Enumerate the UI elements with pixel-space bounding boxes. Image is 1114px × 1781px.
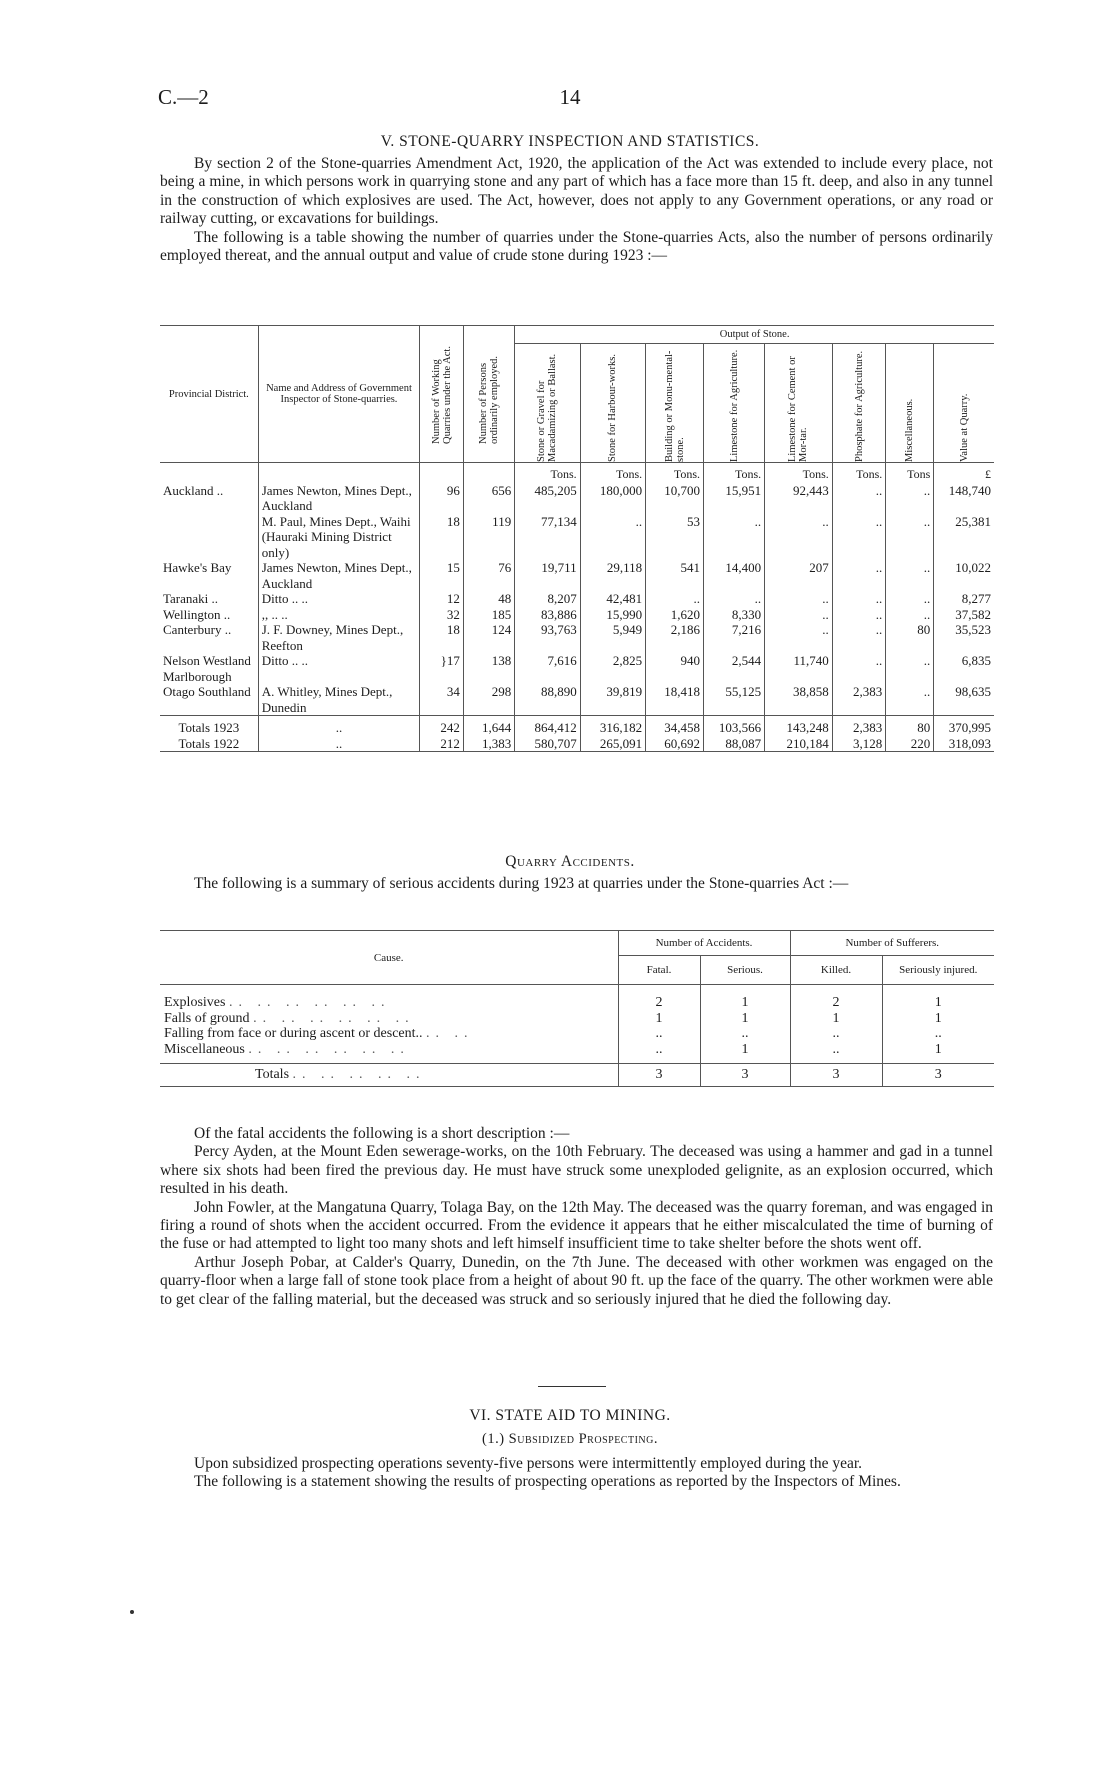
- cell-lime-agri: 14,400: [704, 560, 765, 591]
- section-divider: [538, 1386, 606, 1387]
- cell-quarries: 18: [420, 622, 464, 653]
- cell-serious: ..: [700, 1026, 790, 1042]
- cell-misc: ..: [886, 684, 934, 716]
- cell-persons: 298: [463, 684, 514, 716]
- cell-harbour: 42,481: [580, 591, 645, 607]
- cell-inspector: ,, .. ..: [258, 607, 420, 623]
- cell-lime-agri: ..: [704, 514, 765, 561]
- cell-persons: 1,644: [463, 716, 514, 736]
- cell-persons: 138: [463, 653, 514, 684]
- cell-cause: Falls of ground .. .. .. .. .. ..: [164, 1010, 415, 1026]
- cell-inspector: M. Paul, Mines Dept., Waihi (Hauraki Mining District only): [258, 514, 420, 561]
- cell-building: 18,418: [646, 684, 704, 716]
- section-6-title: VI. STATE AID TO MINING.: [469, 1407, 671, 1424]
- section-6-paragraph-1: Upon subsidized prospecting operations seventy-five persons were intermittently employed during the year.: [194, 1455, 863, 1472]
- cell-macadam: 864,412: [515, 716, 580, 736]
- cell-quarries: }17: [420, 653, 464, 684]
- col-serious: Serious.: [700, 956, 790, 985]
- section-5-intro: [160, 155, 993, 265]
- table-row: [160, 1011, 994, 1027]
- cell-value: 370,995: [934, 716, 994, 736]
- col-lime-cement: Limestone for Cement or Mor-tar.: [765, 344, 833, 463]
- cell-persons: 185: [463, 607, 514, 623]
- cell-misc: ..: [886, 483, 934, 514]
- cell-district: Hawke's Bay: [163, 560, 232, 575]
- cell-harbour: 316,182: [580, 716, 645, 736]
- cell-value: 25,381: [934, 514, 994, 561]
- cell-serious: 1: [700, 995, 790, 1011]
- cell-quarries: 34: [420, 684, 464, 716]
- cell-lime-agri: 15,951: [704, 483, 765, 514]
- cell-district: [160, 514, 258, 561]
- cell-value: 37,582: [934, 607, 994, 623]
- table-row: [160, 1042, 994, 1058]
- cell-building: ..: [646, 591, 704, 607]
- cell-phosphate: ..: [832, 591, 885, 607]
- cell-persons: 76: [463, 560, 514, 591]
- cell-total-label: Totals 1923: [160, 716, 258, 736]
- cell-macadam: 88,890: [515, 684, 580, 716]
- cell-district: Nelson Westland Marlborough: [163, 653, 251, 684]
- col-output-group: Output of Stone.: [515, 326, 994, 344]
- table-row: [160, 653, 994, 684]
- cell-cause: Miscellaneous .. .. .. .. .. ..: [164, 1041, 410, 1057]
- cell-lime-cement: 92,443: [765, 483, 833, 514]
- cell-inspector: Ditto .. ..: [258, 653, 420, 684]
- cell-lime-agri: 55,125: [704, 684, 765, 716]
- cell-value: 35,523: [934, 622, 994, 653]
- col-persons: Number of Persons ordinarily employed.: [463, 326, 514, 463]
- cell-macadam: 83,886: [515, 607, 580, 623]
- col-lime-agri: Limestone for Agriculture.: [704, 344, 765, 463]
- cell-lime-agri: 2,544: [704, 653, 765, 684]
- cell-value: 6,835: [934, 653, 994, 684]
- cell-harbour: 2,825: [580, 653, 645, 684]
- unit-label: Tons.: [832, 463, 885, 483]
- cell-total-label: Totals .. .. .. .. ..: [160, 1064, 618, 1087]
- accidents-intro: The following is a summary of serious accidents during 1923 at quarries under the Stone-quarries Act :—: [194, 875, 849, 892]
- cell-phosphate: ..: [832, 653, 885, 684]
- cell-persons: 48: [463, 591, 514, 607]
- cell-harbour: 15,990: [580, 607, 645, 623]
- cell-injured: 1: [882, 1042, 994, 1058]
- col-fatal: Fatal.: [618, 956, 700, 985]
- table-row: [160, 514, 994, 561]
- cell-macadam: 580,707: [515, 736, 580, 752]
- table-row: [160, 1026, 994, 1042]
- table-row: [160, 591, 994, 607]
- unit-label: Tons.: [646, 463, 704, 483]
- page-number: 14: [559, 85, 581, 109]
- cell-serious: 1: [700, 1042, 790, 1058]
- cell-district: Canterbury ..: [163, 622, 232, 637]
- col-killed: Killed.: [790, 956, 882, 985]
- cell-building: 34,458: [646, 716, 704, 736]
- cell-misc: 80: [886, 622, 934, 653]
- cell-persons: 124: [463, 622, 514, 653]
- cell-misc: ..: [886, 514, 934, 561]
- table-row: [160, 607, 994, 623]
- quarry-statistics-table: [160, 325, 994, 752]
- cell-harbour: 265,091: [580, 736, 645, 752]
- cell-district: Otago Southland: [163, 684, 251, 699]
- section-5-paragraph-1: By section 2 of the Stone-quarries Amendment Act, 1920, the application of the Act was extended to include every place, not being a mine, in which persons work in quarrying stone and any part of which has a face more than 15 ft. deep, and also in any tunnel in the construction of which explosives are used. The Act, however, does not apply to any Government operations, or any road or railway cutting, or excavations for buildings.: [160, 155, 993, 228]
- cell-phosphate: ..: [832, 560, 885, 591]
- cell-killed: 3: [790, 1064, 882, 1087]
- cell-macadam: 485,205: [515, 483, 580, 514]
- cell-phosphate: ..: [832, 514, 885, 561]
- cell-phosphate: 2,383: [832, 716, 885, 736]
- cell-lime-agri: 88,087: [704, 736, 765, 752]
- cell-lime-agri: 7,216: [704, 622, 765, 653]
- col-accidents-group: Number of Accidents.: [618, 931, 790, 956]
- cell-macadam: 77,134: [515, 514, 580, 561]
- cell-lime-agri: ..: [704, 591, 765, 607]
- cell-fatal: 2: [618, 995, 700, 1011]
- cell-injured: 1: [882, 1011, 994, 1027]
- accidents-intro-block: [160, 875, 993, 893]
- fatal-description-3: Arthur Joseph Pobar, at Calder's Quarry, Dunedin, on the 7th June. The deceased with other workmen was engaged on the quarry-floor when a large fall of stone took place from a height of about 90 ft. up the face of the quarry. The other workmen were able to get clear of the falling material, but the deceased was struck and so seriously injured that he died the following day.: [160, 1253, 993, 1308]
- cell-district: Auckland ..: [163, 482, 224, 498]
- section-6-subtitle: (1.) Subsidized Prospecting.: [482, 1431, 658, 1447]
- cell-quarries: 96: [420, 483, 464, 514]
- cell-value: 148,740: [934, 483, 994, 514]
- cell-misc: 80: [886, 716, 934, 736]
- cell-fatal: 3: [618, 1064, 700, 1087]
- unit-label: Tons.: [704, 463, 765, 483]
- cell-quarries: 12: [420, 591, 464, 607]
- col-quarries: Number of Working Quarries under the Act.: [420, 326, 464, 463]
- cell-inspector: A. Whitley, Mines Dept., Dunedin: [258, 684, 420, 716]
- cell-fatal: 1: [618, 1011, 700, 1027]
- col-phosphate: Phosphate for Agriculture.: [832, 344, 885, 463]
- section-6-paragraph-2: The following is a statement showing the results of prospecting operations as reported by the Inspectors of Mines.: [194, 1473, 901, 1491]
- cell-injured: 3: [882, 1064, 994, 1087]
- cell-harbour: 29,118: [580, 560, 645, 591]
- section-6-body: [160, 1455, 993, 1492]
- cell-lime-cement: 143,248: [765, 716, 833, 736]
- section-5-title: V. STONE-QUARRY INSPECTION AND STATISTICS.: [380, 133, 760, 150]
- report-code: C.—2: [158, 85, 209, 109]
- cell-phosphate: ..: [832, 622, 885, 653]
- cell-macadam: 19,711: [515, 560, 580, 591]
- units-row: [160, 463, 994, 483]
- col-building: Building or Monu-mental-stone.: [646, 344, 704, 463]
- fatal-descriptions: [160, 1125, 993, 1309]
- unit-label: Tons.: [515, 463, 580, 483]
- cell-harbour: 180,000: [580, 483, 645, 514]
- unit-label: Tons: [886, 463, 934, 483]
- cell-lime-cement: ..: [765, 607, 833, 623]
- cell-persons: 119: [463, 514, 514, 561]
- fatal-description-2: John Fowler, at the Mangatuna Quarry, Tolaga Bay, on the 12th May. The deceased was the quarry foreman, and was engaged in firing a round of shots when the accident occurred. From the evidence it appears that he either miscalculated the time of burning of the fuse or had attempted to light too many shots and left himself insufficient time to take shelter before the shots went off.: [160, 1198, 993, 1253]
- cell-building: 541: [646, 560, 704, 591]
- cell-value: 10,022: [934, 560, 994, 591]
- cell-lime-agri: 8,330: [704, 607, 765, 623]
- cell-building: 60,692: [646, 736, 704, 752]
- cell-injured: ..: [882, 1026, 994, 1042]
- cell-persons: 1,383: [463, 736, 514, 752]
- cell-misc: ..: [886, 560, 934, 591]
- cell-cause: Explosives .. .. .. .. .. ..: [164, 995, 391, 1010]
- cell-cause: Falling from face or during ascent or descent.. .. ..: [164, 1026, 474, 1041]
- table-row: [160, 995, 994, 1011]
- section-5-paragraph-2: The following is a table showing the number of quarries under the Stone-quarries Acts, also the number of persons ordinarily employed thereat, and the annual output and value of crude stone during 1923 :—: [160, 228, 993, 265]
- cell-lime-agri: 103,566: [704, 716, 765, 736]
- cell-fatal: ..: [618, 1026, 700, 1042]
- cell-inspector: Ditto .. ..: [258, 591, 420, 607]
- col-district: Provincial District.: [160, 326, 258, 463]
- cell-serious: 1: [700, 1011, 790, 1027]
- cell-lime-cement: ..: [765, 514, 833, 561]
- cell-total-dots: ..: [258, 736, 420, 752]
- unit-label: £: [934, 463, 994, 483]
- unit-label: Tons.: [580, 463, 645, 483]
- cell-quarries: 18: [420, 514, 464, 561]
- col-macadam: Stone or Gravel for Macadamizing or Ballast.: [515, 344, 580, 463]
- col-inspector: Name and Address of Government Inspector of Stone-quarries.: [258, 326, 420, 463]
- cell-killed: ..: [790, 1026, 882, 1042]
- cell-injured: 1: [882, 995, 994, 1011]
- cell-lime-cement: 207: [765, 560, 833, 591]
- cell-killed: 1: [790, 1011, 882, 1027]
- cell-lime-cement: 210,184: [765, 736, 833, 752]
- cell-total-dots: ..: [258, 716, 420, 736]
- cell-harbour: 39,819: [580, 684, 645, 716]
- page-speck: [130, 1610, 134, 1614]
- cell-building: 1,620: [646, 607, 704, 623]
- cell-phosphate: 3,128: [832, 736, 885, 752]
- cell-value: 8,277: [934, 591, 994, 607]
- cell-harbour: ..: [580, 514, 645, 561]
- totals-row: [160, 1064, 994, 1087]
- col-misc: Miscellaneous.: [886, 344, 934, 463]
- cell-total-label: Totals 1922: [160, 736, 258, 752]
- totals-row: [160, 716, 994, 736]
- cell-inspector: James Newton, Mines Dept., Auckland: [258, 483, 420, 514]
- cell-inspector: James Newton, Mines Dept., Auckland: [258, 560, 420, 591]
- cell-killed: ..: [790, 1042, 882, 1058]
- cell-misc: ..: [886, 653, 934, 684]
- cell-lime-cement: 38,858: [765, 684, 833, 716]
- col-sufferers-group: Number of Sufferers.: [790, 931, 994, 956]
- table-row: [160, 560, 994, 591]
- cell-building: 2,186: [646, 622, 704, 653]
- cell-building: 940: [646, 653, 704, 684]
- cell-macadam: 7,616: [515, 653, 580, 684]
- cell-phosphate: 2,383: [832, 684, 885, 716]
- totals-row: [160, 736, 994, 752]
- cell-lime-cement: ..: [765, 591, 833, 607]
- cell-value: 318,093: [934, 736, 994, 752]
- accidents-title: Quarry Accidents.: [505, 853, 635, 870]
- cell-fatal: ..: [618, 1042, 700, 1058]
- cell-macadam: 93,763: [515, 622, 580, 653]
- cell-inspector: J. F. Downey, Mines Dept., Reefton: [258, 622, 420, 653]
- cell-lime-cement: 11,740: [765, 653, 833, 684]
- cell-building: 10,700: [646, 483, 704, 514]
- cell-quarries: 242: [420, 716, 464, 736]
- cell-quarries: 32: [420, 607, 464, 623]
- cell-value: 98,635: [934, 684, 994, 716]
- table-row: [160, 622, 994, 653]
- cell-building: 53: [646, 514, 704, 561]
- cell-misc: ..: [886, 607, 934, 623]
- cell-killed: 2: [790, 995, 882, 1011]
- unit-label: Tons.: [765, 463, 833, 483]
- table-row: [160, 684, 994, 716]
- table-row: [160, 483, 994, 514]
- cell-phosphate: ..: [832, 607, 885, 623]
- cell-misc: 220: [886, 736, 934, 752]
- cell-macadam: 8,207: [515, 591, 580, 607]
- col-harbour: Stone for Harbour-works.: [580, 344, 645, 463]
- cell-district: Taranaki ..: [163, 591, 219, 606]
- cell-quarries: 212: [420, 736, 464, 752]
- col-value: Value at Quarry.: [934, 344, 994, 463]
- cell-lime-cement: ..: [765, 622, 833, 653]
- cell-serious: 3: [700, 1064, 790, 1087]
- col-cause: Cause.: [160, 931, 618, 985]
- cell-harbour: 5,949: [580, 622, 645, 653]
- cell-quarries: 15: [420, 560, 464, 591]
- fatal-description-1: Percy Ayden, at the Mount Eden sewerage-works, on the 10th February. The deceased was using a hammer and gad in a tunnel where six shots had been fired the previous day. He must have struck some unexploded gelignite, as an explosion occurred, which resulted in his death.: [160, 1143, 993, 1198]
- cell-district: Wellington ..: [163, 606, 231, 622]
- col-injured: Seriously injured.: [882, 956, 994, 985]
- cell-phosphate: ..: [832, 483, 885, 514]
- cell-misc: ..: [886, 591, 934, 607]
- accidents-table: [160, 930, 994, 1087]
- cell-persons: 656: [463, 483, 514, 514]
- fatal-intro: Of the fatal accidents the following is a short description :—: [194, 1125, 570, 1142]
